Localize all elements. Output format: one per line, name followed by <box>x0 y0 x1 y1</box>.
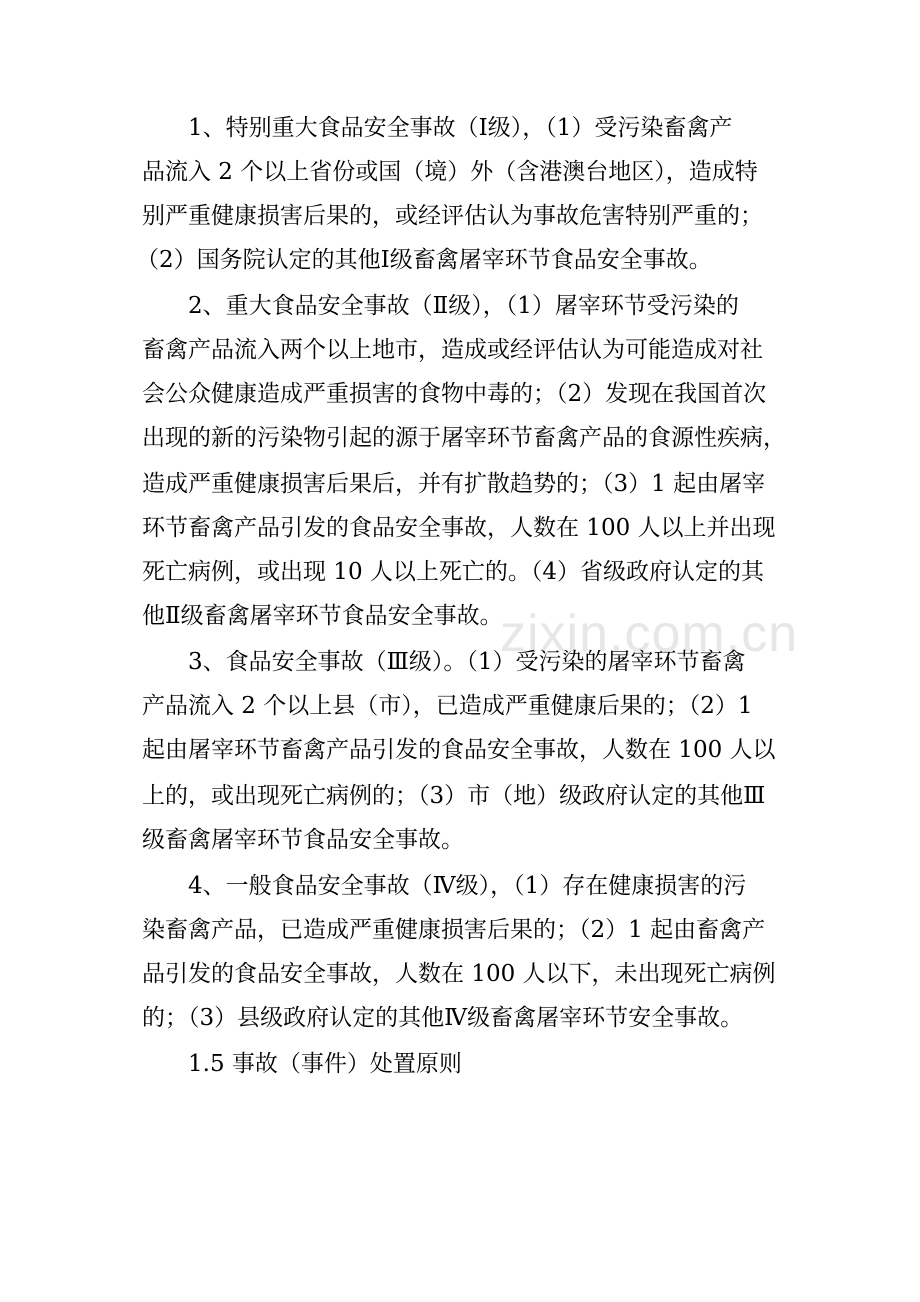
paragraph-level-3-line-1 <box>0 642 920 682</box>
paragraph-level-2-line-5 <box>0 464 920 504</box>
text-line: 的；（3）县级政府认定的其他Ⅳ级畜禽屠宰环节安全事故。 <box>142 1005 744 1031</box>
section-heading-1-5 <box>0 1044 920 1084</box>
text-line: （2）国务院认定的其他Ⅰ级畜禽屠宰环节食品安全事故。 <box>136 247 712 273</box>
text-line: 品流入 2 个以上省份或国（境）外（含港澳台地区），造成特 <box>142 159 758 185</box>
text-line: 会公众健康造成严重损害的食物中毒的；（2）发现在我国首次 <box>142 381 767 407</box>
text-line: 死亡病例，或出现 10 人以上死亡的。（4）省级政府认定的其 <box>142 559 765 585</box>
paragraph-level-2-line-2 <box>0 330 920 370</box>
paragraph-level-1-line-2 <box>0 152 920 192</box>
watermark: zixin.com.cn <box>500 605 799 663</box>
paragraph-level-2-line-1 <box>0 286 920 326</box>
text-line: 造成严重健康损害后果后，并有扩散趋势的；（3）1 起由屠宰 <box>142 471 766 497</box>
text-line: 2、重大食品安全事故（Ⅱ级），（1）屠宰环节受污染的 <box>188 293 739 319</box>
text-line: 1、特别重大食品安全事故（Ⅰ级），（1）受污染畜禽产 <box>188 115 733 141</box>
paragraph-level-1-line-3 <box>0 196 920 236</box>
paragraph-level-4-line-4 <box>0 998 920 1038</box>
paragraph-level-1-line-1 <box>0 108 920 148</box>
paragraph-level-2-line-6 <box>0 508 920 548</box>
section-heading-text: 1.5 事故（事件）处置原则 <box>188 1051 462 1077</box>
paragraph-level-2-line-7 <box>0 552 920 592</box>
text-line: 染畜禽产品，已造成严重健康损害后果的；（2）1 起由畜禽产 <box>142 917 766 943</box>
text-line: 产品流入 2 个以上县（市），已造成严重健康后果的；（2）1 <box>142 693 753 719</box>
paragraph-level-4-line-1 <box>0 866 920 906</box>
text-line: 别严重健康损害后果的，或经评估认为事故危害特别严重的； <box>142 203 763 229</box>
paragraph-level-3-line-2 <box>0 686 920 726</box>
paragraph-level-2-line-4 <box>0 418 920 458</box>
text-line: 品引发的食品安全事故，人数在 100 人以下，未出现死亡病例 <box>142 961 776 987</box>
text-line: 环节畜禽产品引发的食品安全事故，人数在 100 人以上并出现 <box>142 515 776 541</box>
paragraph-level-1-line-4 <box>0 240 920 280</box>
paragraph-level-4-line-3 <box>0 954 920 994</box>
paragraph-level-3-line-4 <box>0 776 920 816</box>
text-line: 上的，或出现死亡病例的；（3）市（地）级政府认定的其他Ⅲ <box>142 783 766 809</box>
text-line: 起由屠宰环节畜禽产品引发的食品安全事故，人数在 100 人以 <box>142 737 776 763</box>
paragraph-level-4-line-2 <box>0 910 920 950</box>
paragraph-level-3-line-3 <box>0 730 920 770</box>
text-line: 3、食品安全事故（Ⅲ级）。（1）受污染的屠宰环节畜禽 <box>188 649 746 675</box>
paragraph-level-2-line-8 <box>0 596 920 636</box>
paragraph-level-3-line-5 <box>0 820 920 860</box>
text-line: 他Ⅱ级畜禽屠宰环节食品安全事故。 <box>142 603 503 629</box>
text-line: 4、一般食品安全事故（Ⅳ级），（1）存在健康损害的污 <box>188 873 747 899</box>
text-line: 出现的新的污染物引起的源于屠宰环节畜禽产品的食源性疾病， <box>142 425 786 451</box>
text-line: 畜禽产品流入两个以上地市，造成或经评估认为可能造成对社 <box>142 337 763 363</box>
paragraph-level-2-line-3 <box>0 374 920 414</box>
text-line: 级畜禽屠宰环节食品安全事故。 <box>142 827 464 853</box>
